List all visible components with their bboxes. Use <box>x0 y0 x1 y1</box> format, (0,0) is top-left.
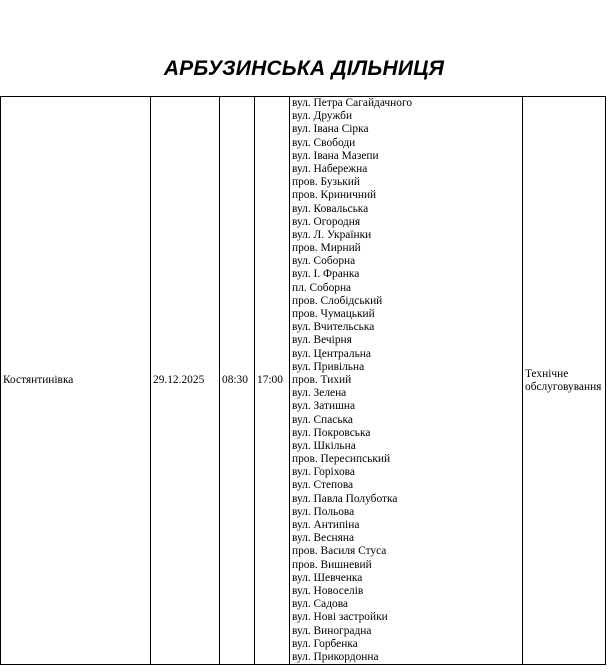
street-item: вул. Привільна <box>292 360 365 373</box>
work-type-label: Технічне обслуговування <box>525 367 602 393</box>
street-item: вул. Соборна <box>292 255 356 268</box>
street-item: пров. Пересипський <box>292 453 391 466</box>
streets-cell <box>290 97 523 665</box>
section-title: АРБУЗИНСЬКА ДІЛЬНИЦЯ <box>163 57 445 80</box>
start-time-cell: 08:30 <box>220 97 255 665</box>
street-item: пров. Слобідський <box>292 294 383 307</box>
street-list <box>292 97 520 664</box>
street-item: пров. Криничний <box>292 189 377 202</box>
street-item: вул. Петра Сагайдачного <box>292 97 413 109</box>
street-item: пров. Чумацький <box>292 308 375 320</box>
street-item: вул. Новоселів <box>292 584 364 597</box>
street-item: вул. Прикордонна <box>292 650 379 663</box>
street-item: вул. Горбенка <box>292 637 358 650</box>
street-item: вул. Польова <box>292 505 355 518</box>
street-item: вул. Покровська <box>292 426 371 439</box>
street-item: вул. Павла Полуботка <box>292 492 398 505</box>
outage-schedule-table <box>0 96 606 665</box>
street-item: вул. Центральна <box>292 347 371 360</box>
street-item: вул. Садова <box>292 598 348 611</box>
street-item: вул. Ковальська <box>292 202 369 215</box>
locality-cell: Костянтинівка <box>1 97 151 665</box>
street-item: вул. Шевченка <box>292 571 363 584</box>
street-item: пров. Вишневий <box>292 558 372 571</box>
street-item: вул. Івана Сірка <box>292 123 369 136</box>
street-item: вул. Степова <box>292 479 354 492</box>
street-item: вул. Шкільна <box>292 439 356 452</box>
street-item: пров. Василя Стуса <box>292 545 387 558</box>
street-item: вул. Спаська <box>292 413 353 426</box>
street-item: вул. Виноградна <box>292 624 372 637</box>
street-item: пров. Бузький <box>292 176 360 189</box>
street-item: вул. Свободи <box>292 136 356 149</box>
street-item: пл. Соборна <box>292 281 352 294</box>
street-item: вул. Набережна <box>292 162 368 175</box>
street-item: вул. Зелена <box>292 387 347 400</box>
street-item: вул. Вчительська <box>292 321 375 334</box>
street-item: вул. Антипіна <box>292 519 360 531</box>
street-item: вул. Огородня <box>292 215 361 228</box>
street-item: вул. Л. Українки <box>292 228 372 241</box>
street-item: вул. Затишна <box>292 400 356 413</box>
street-item: вул. Горіхова <box>292 466 355 479</box>
street-item: вул. Івана Мазепи <box>292 149 379 162</box>
street-item: пров. Тихий <box>292 373 352 386</box>
street-item: пров. Мирний <box>292 242 361 255</box>
street-item: вул. Дружби <box>292 110 353 123</box>
street-item: вул. Нові застройки <box>292 611 388 624</box>
street-item: вул. Весняна <box>292 532 355 545</box>
end-time-cell: 17:00 <box>255 97 290 665</box>
date-cell: 29.12.2025 <box>151 97 220 665</box>
table-row <box>1 97 606 665</box>
street-item: вул. І. Франка <box>292 268 360 281</box>
work-type-cell <box>523 97 606 665</box>
street-item: вул. Вечірня <box>292 334 352 347</box>
